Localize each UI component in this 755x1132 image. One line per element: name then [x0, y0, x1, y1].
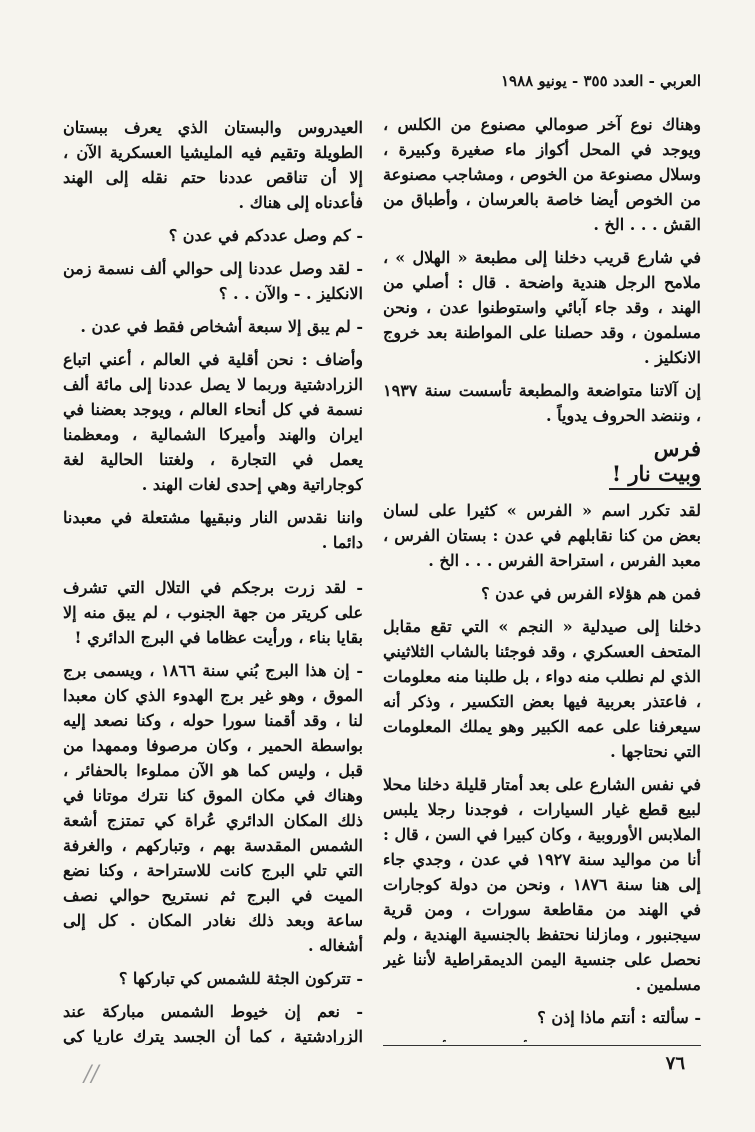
- right-column: [383, 112, 701, 1042]
- paragraph: لقد تكرر اسم « الفرس » كثيرا على لسان بعض من كنا نقابلهم في عدن : بستان الفرس ، معبد الفرس ، استراحة الفرس . . . الخ .: [383, 501, 701, 570]
- running-header: العربي - العدد ٣٥٥ - يونيو ١٩٨٨: [500, 72, 701, 90]
- left-column: [63, 115, 363, 1045]
- paragraph: - إن هذا البرج بُني سنة ١٨٦٦ ، ويسمى برج الموق ، وهو غير برج الهدوء الذي كان معبدا لنا ، وقد أقمنا سورا حوله ، وكنا نصعد إليه بواسطة الحمير ، وكان مرصوفا وممهدا من قبل ، وليس كما هو الآن مملوءا بالحفائر ، وهناك في مكان الموق كنا نترك موتانا في ذلك المكان الدائري عُراة كي تمتزج أشعة الشمس المقدسة بهم ، وتباركهم ، والغرفة التي تلي البرج كانت للاستراحة ، وكنا نضع الميت في البرج ثم نستريح حوالي نصف ساعة وبعد ذلك نغادر المكان . كل إلى أشغاله .: [63, 661, 363, 955]
- paragraph: فمن هم هؤلاء الفرس في عدن ؟: [481, 584, 701, 603]
- paragraph: العيدروس والبستان الذي يعرف ببستان الطويلة وتقيم فيه المليشيا العسكرية الآن ، إلا أن تناقص عددنا حتم نقله إلى الهند فأعدناه إلى هناك .: [63, 118, 363, 212]
- paragraph: [383, 1038, 701, 1042]
- footer-divider: [383, 1045, 701, 1046]
- paragraph: - لم يبق إلا سبعة أشخاص فقط في عدن .: [80, 317, 363, 336]
- paragraph: وهناك نوع آخر صومالي مصنوع من الكلس ، ويوجد في المحل أكواز ماء صغيرة وكبيرة ، وسلال مصنوعة من الخوص ، ومشاجب مصنوعة من الخوص أيضا خاصة بالعرسان ، وأطباق من القش . . . الخ .: [383, 115, 701, 234]
- paragraph: - سألته : أنتم ماذا إذن ؟: [537, 1008, 701, 1027]
- paragraph: - لقد وصل عددنا إلى حوالي ألف نسمة زمن الانكليز . - والآن . . ؟: [63, 259, 363, 303]
- page-number: ٧٦: [665, 1053, 685, 1074]
- section-title: فرس وبيت نار !: [609, 436, 701, 490]
- paragraph: في نفس الشارع على بعد أمتار قليلة دخلنا محلا لبيع قطع غيار السيارات ، فوجدنا رجلا يلبس الملابس الأوروبية ، وكان كبيرا في السن ، قال : أنا من مواليد سنة ١٩٢٧ في عدن ، وجدي جاء إلى هنا سنة ١٨٧٦ ، ونحن من دولة كوجارات في الهند من مقاطعة سورات ، ومن قرية سيجنبور ، ومازلنا نحتفظ بالجنسية الهندية ، ولم نحصل على جنسية اليمن الديمقراطية لأننا غير مسلمين .: [383, 775, 701, 994]
- paragraph: في شارع قريب دخلنا إلى مطبعة « الهلال » ، ملامح الرجل هندية واضحة . قال : أصلي من الهند ، وقد جاء آبائي واستوطنوا عدن ، ونحن مسلمون ، وقد حصلنا على المواطنة بعد خروج الانكليز .: [383, 248, 701, 367]
- paragraph: - كم وصل عددكم في عدن ؟: [168, 226, 363, 245]
- paragraph: - نعم إن خيوط الشمس مباركة عند الزرادشتية ، كما أن الجسد يترك عاريا كي: [63, 1002, 363, 1045]
- paragraph: - تتركون الجثة للشمس كي تباركها ؟: [118, 969, 363, 988]
- paragraph: واننا نقدس النار ونبقيها مشتعلة في معبدنا دائما .: [63, 508, 363, 552]
- paragraph: إن آلاتنا متواضعة والمطبعة تأسست سنة ١٩٣٧ ، وننضد الحروف يدوياً .: [383, 381, 701, 425]
- scan-mark-icon: //: [84, 1062, 99, 1087]
- paragraph: - لقد زرت برجكم في التلال التي تشرف على كريتر من جهة الجنوب ، لم يبق منه إلا بقايا بناء ، ورأيت عظاما في البرج الدائري !: [63, 578, 363, 647]
- paragraph: دخلنا إلى صيدلية « النجم » التي تقع مقابل المتحف العسكري ، وقد فوجئنا بالشاب الثلاثيني الذي لم نطلب منه دواء ، بل طلبنا منه معلومات ، فاعتذر بعربية فيها بعض التكسير ، وذكر أنه سيعرفنا على عمه الكبير وهو يملك المعلومات التي نحتاجها .: [383, 617, 701, 761]
- paragraph: وأضاف : نحن أقلية في العالم ، أعني اتباع الزرادشتية وربما لا يصل عددنا إلى مائة ألف نسمة في كل أنحاء العالم ، ويوجد بعضنا في ايران والهند وأميركا الشمالية ، ومعظمنا يعمل في التجارة ، ولغتنا الحالية لغة كوجاراتية وهي إحدى لغات الهند .: [63, 350, 363, 494]
